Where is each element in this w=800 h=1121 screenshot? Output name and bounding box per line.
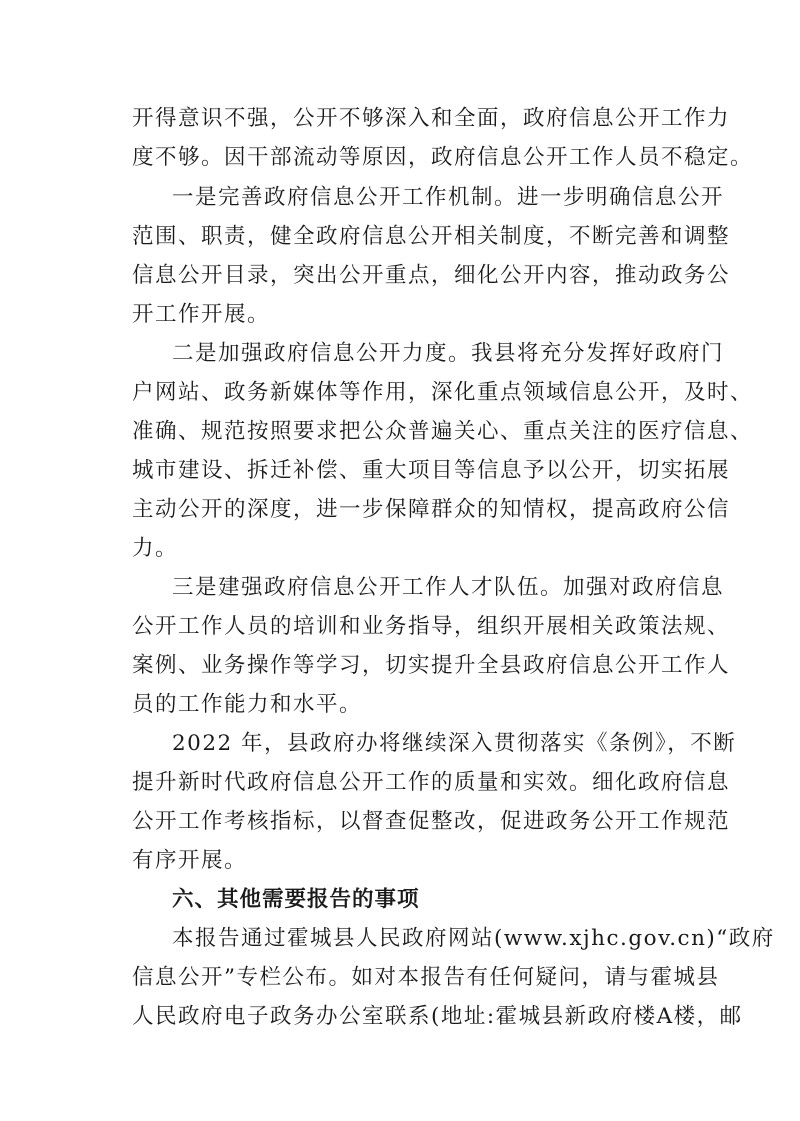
paragraph-line: 度不够。因干部流动等原因，政府信息公开工作人员不稳定。 — [132, 145, 754, 170]
paragraph-line: 有序开展。 — [132, 848, 248, 873]
paragraph-line: 2022 年，县政府办将继续深入贯彻落实《条例》，不断 — [172, 731, 737, 756]
paragraph-line: 开得意识不强，公开不够深入和全面，政府信息公开工作力 — [132, 106, 731, 131]
paragraph-line: 员的工作能力和水平。 — [132, 692, 363, 717]
paragraph-line: 三是建强政府信息公开工作人才队伍。加强对政府信息 — [172, 575, 725, 600]
section-heading: 六、其他需要报告的事项 — [172, 887, 420, 912]
paragraph-line: 一是完善政府信息公开工作机制。进一步明确信息公开 — [172, 185, 725, 210]
paragraph-line: 提升新时代政府信息公开工作的质量和实效。细化政府信息 — [132, 770, 731, 795]
paragraph-line: 力。 — [132, 536, 179, 561]
paragraph-line: 开工作开展。 — [132, 302, 271, 327]
paragraph-line: 城市建设、拆迁补偿、重大项目等信息予以公开，切实拓展 — [132, 458, 731, 483]
paragraph-line: 二是加强政府信息公开力度。我县将充分发挥好政府门 — [172, 341, 725, 366]
paragraph-line: 本报告通过霍城县人民政府网站(www.xjhc.gov.cn)“政府 — [172, 926, 775, 951]
paragraph-line: 户网站、政务新媒体等作用，深化重点领域信息公开，及时、 — [132, 380, 754, 405]
paragraph-line: 准确、规范按照要求把公众普遍关心、重点关注的医疗信息、 — [132, 419, 754, 444]
paragraph-line: 案例、业务操作等学习，切实提升全县政府信息公开工作人 — [132, 653, 731, 678]
paragraph-line: 公开工作人员的培训和业务指导，组织开展相关政策法规、 — [132, 614, 731, 639]
paragraph-line: 信息公开”专栏公布。如对本报告有任何疑问，请与霍城县 — [132, 965, 720, 990]
paragraph-line: 范围、职责，健全政府信息公开相关制度，不断完善和调整 — [132, 224, 731, 249]
paragraph-line: 主动公开的深度，进一步保障群众的知情权，提高政府公信 — [132, 497, 731, 522]
paragraph-line: 人民政府电子政务办公室联系(地址:霍城县新政府楼A楼，邮 — [132, 1004, 743, 1029]
paragraph-line: 公开工作考核指标，以督查促整改，促进政务公开工作规范 — [132, 809, 731, 834]
paragraph-line: 信息公开目录，突出公开重点，细化公开内容，推动政务公 — [132, 263, 731, 288]
